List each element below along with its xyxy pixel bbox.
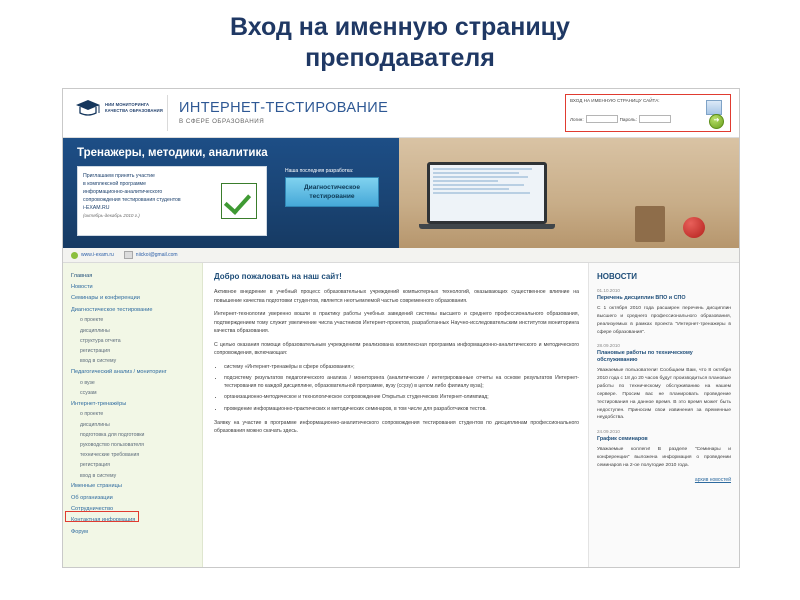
utility-bar: [63, 248, 739, 263]
home-icon: [71, 252, 78, 259]
sidebar-item-diagnostic-testing[interactable]: Диагностическое тестирование: [71, 306, 153, 313]
sidebar-subitem-login-2[interactable]: вход в систему: [80, 472, 117, 479]
banner-invite-panel[interactable]: [77, 166, 267, 236]
welcome-paragraph-1: Активное внедрение в учебный процесс образовательных учреждений компьютерных технологий, оказывающих существенное влияние на повышение качества подготовки студентов, является неотъемлемой частью современного образования.: [214, 289, 579, 304]
named-pages-highlight: [65, 511, 139, 522]
mail-link[interactable]: [124, 251, 178, 259]
sidebar-item-internet-trainers[interactable]: Интернет-тренажёры: [71, 400, 127, 407]
list-item[interactable]: • систему «Интернет-тренажёры в сфере образования»;: [224, 363, 579, 371]
mail-link-label: niickoi@gmail.com: [135, 252, 178, 258]
sidebar-item-cooperation[interactable]: Сотрудничество: [71, 505, 114, 512]
page-content: [63, 263, 739, 568]
sidebar-subitem-tech-requirements[interactable]: технические требования: [80, 452, 140, 459]
site-name-main: ИНТЕРНЕТ-ТЕСТИРОВАНИЕ: [179, 100, 389, 116]
site-logo[interactable]: [75, 98, 163, 118]
sidebar-subitem-disciplines-1[interactable]: дисциплины: [80, 327, 110, 334]
sidebar-item-named-pages[interactable]: Именные страницы: [71, 483, 122, 490]
banner-note: (октябрь-декабрь 2010 г.): [83, 213, 140, 219]
news-item[interactable]: [597, 343, 731, 422]
sidebar-item-main[interactable]: Главная: [71, 272, 93, 279]
news-date: 28.09.2010: [597, 343, 620, 349]
news-item[interactable]: [597, 429, 731, 470]
sidebar-subitem-about-project-2[interactable]: о проекте: [80, 411, 104, 418]
welcome-paragraph-2: Интернет-технологии уверенно вошли в практику работы учебных заведений системы высшего и среднего профессионального образования, подтверждением тому служит увеличение числа участников Интернет-проектов, разработанных Научно-исследовательским институтом мониторинга качества образования.: [214, 311, 579, 335]
website-screenshot: [62, 88, 740, 568]
promo-banner: [63, 138, 739, 248]
site-name-sub: В СФЕРЕ ОБРАЗОВАНИЯ: [179, 118, 265, 125]
laptop-illustration: [427, 162, 553, 234]
news-date: 01.10.2010: [597, 288, 620, 293]
latest-development: [285, 168, 381, 207]
latest-development-label: Наша последняя разработка:: [285, 168, 354, 174]
sidebar-subitem-disciplines-2[interactable]: дисциплины: [80, 421, 110, 428]
news-archive-link[interactable]: архив новостей: [694, 476, 731, 483]
closing-paragraph: Заявку на участие в программе информационно-аналитического сопровождения тестирования студентов по дисциплинам профессионального образования можно скачать здесь.: [214, 419, 579, 435]
sidebar-item-about-organization[interactable]: Об организации: [71, 494, 113, 501]
login-fields: [570, 115, 671, 123]
list-item[interactable]: • проведение информационно-практических и методических семинаров, в том числе для разработчиков тестов.: [224, 405, 579, 413]
pencil-cup: [635, 206, 665, 242]
password-input[interactable]: [639, 115, 671, 123]
main-column: [203, 263, 589, 568]
diagnostic-testing-button[interactable]: [285, 177, 379, 207]
sidebar-item-pedagogical-analysis[interactable]: Педагогический анализ / мониторинг: [71, 368, 167, 375]
diagnostic-testing-line2: тестирование: [309, 192, 355, 200]
banner-line3: информационно-аналитического: [83, 189, 163, 196]
news-headline[interactable]: Плановые работы по техническому обслуживанию: [597, 350, 693, 364]
sidebar-subitem-ssuz[interactable]: ссузам: [80, 389, 97, 396]
news-headline[interactable]: График семинаров: [597, 436, 648, 443]
sidebar-nav: [63, 263, 203, 568]
news-title: НОВОСТИ: [597, 272, 638, 281]
site-link-label: www.i-exam.ru: [81, 252, 114, 258]
header-divider: [167, 95, 168, 131]
site-header: [63, 89, 739, 138]
checkmark-icon: [221, 183, 257, 219]
login-label: Логин:: [570, 116, 584, 122]
sidebar-subitem-report-structure[interactable]: структура отчета: [80, 337, 121, 344]
password-label: Пароль:: [619, 116, 637, 122]
news-headline[interactable]: Перечень дисциплин ВПО и СПО: [597, 295, 686, 301]
services-list: [214, 363, 579, 413]
mail-icon: [124, 251, 133, 259]
slide-title-line2: преподавателя: [305, 44, 495, 73]
sidebar-subitem-registration-1[interactable]: регистрация: [80, 347, 110, 354]
banner-photo: [399, 138, 739, 248]
site-link[interactable]: [71, 252, 114, 259]
login-input[interactable]: [586, 115, 618, 123]
logo-text: НИИ МОНИТОРИНГА КАЧЕСТВА ОБРАЗОВАНИЯ: [105, 102, 163, 113]
welcome-paragraph-3: С целью оказания помощи образовательным учреждениям реализована комплексная программа информационно-аналитического и методического сопровождения, включающая:: [214, 341, 579, 357]
site-name: [179, 100, 388, 125]
diagnostic-testing-line1: Диагностическое: [303, 184, 361, 191]
slide-title-line1: Вход на именную страницу: [230, 13, 570, 41]
news-body: Уважаемые коллеги! В разделе "Семинары и конференции" выложена информация о проведении семинаров на 2-ое полугодие 2010 года.: [597, 447, 731, 469]
monitor-icon: [706, 100, 722, 115]
sidebar-item-contacts[interactable]: Контактная информация: [71, 517, 136, 524]
banner-invite-text: [83, 172, 211, 219]
sidebar-item-forum[interactable]: Форум: [71, 528, 88, 535]
graduation-cap-icon: [75, 98, 101, 118]
apple-icon: [683, 217, 705, 238]
login-caption: ВХОД НА ИМЕННУЮ СТРАНИЦУ САЙТА:: [570, 98, 660, 103]
news-item[interactable]: [597, 288, 731, 336]
news-date: 24.09.2010: [597, 429, 620, 435]
sidebar-item-news[interactable]: Новости: [71, 283, 93, 290]
list-item[interactable]: • подсистему результатов педагогического анализа / мониторинга (аналитические / интегрированные отчеты на основе результатов Интернет-тестирования по каждой дисциплине, образовательной программе, вузу (ссузу) в целом либо филиалу вуза);: [224, 374, 579, 390]
sidebar-subitem-vuz[interactable]: о вузе: [80, 379, 95, 386]
banner-line1: Приглашаем принять участие: [83, 173, 155, 179]
sidebar-subitem-registration-2[interactable]: регистрация: [80, 462, 110, 469]
sidebar-item-seminars[interactable]: Семинары и конференции: [71, 295, 140, 302]
sidebar-subitem-user-guide[interactable]: руководство пользователя: [80, 441, 144, 448]
list-item[interactable]: • организационно-методическое и технологическое сопровождение Открытых студенческих Интернет-олимпиад;: [224, 393, 579, 401]
sidebar-subitem-login-1[interactable]: вход в систему: [80, 358, 117, 365]
news-body: С 1 октября 2010 года расширен перечень дисциплин высшего и среднего профессионального образования, реализуемых в рамках проекта "Интернет-тренажеры в сфере образования".: [597, 306, 731, 335]
slide-title: [100, 12, 700, 75]
sidebar-subitem-about-project-1[interactable]: о проекте: [80, 317, 104, 324]
welcome-title: Добро пожаловать на наш сайт!: [214, 272, 342, 281]
login-box[interactable]: [565, 94, 731, 132]
banner-line5: i-EXAM.RU: [83, 205, 110, 212]
login-submit-button[interactable]: ➜: [709, 114, 724, 129]
sidebar-subitem-preparation[interactable]: подготовка для подготовки: [80, 431, 145, 438]
banner-line4: сопровождения тестирования студентов: [83, 197, 181, 204]
banner-line2: в комплексной программе: [83, 181, 146, 188]
banner-title: Тренажеры, методики, аналитика: [77, 147, 268, 159]
news-body: Уважаемые пользователи! Сообщаем Вам, что 8 октября 2010 года с 18 до 20 часов будут производиться плановые работы по техническому обслуживанию на нашем сервере. Просим вас не планировать проведение тестирования на данное время. В это время может быть недоступен. Приносим свои извинения за временные неудобства.: [597, 368, 731, 421]
news-column: [589, 263, 739, 568]
